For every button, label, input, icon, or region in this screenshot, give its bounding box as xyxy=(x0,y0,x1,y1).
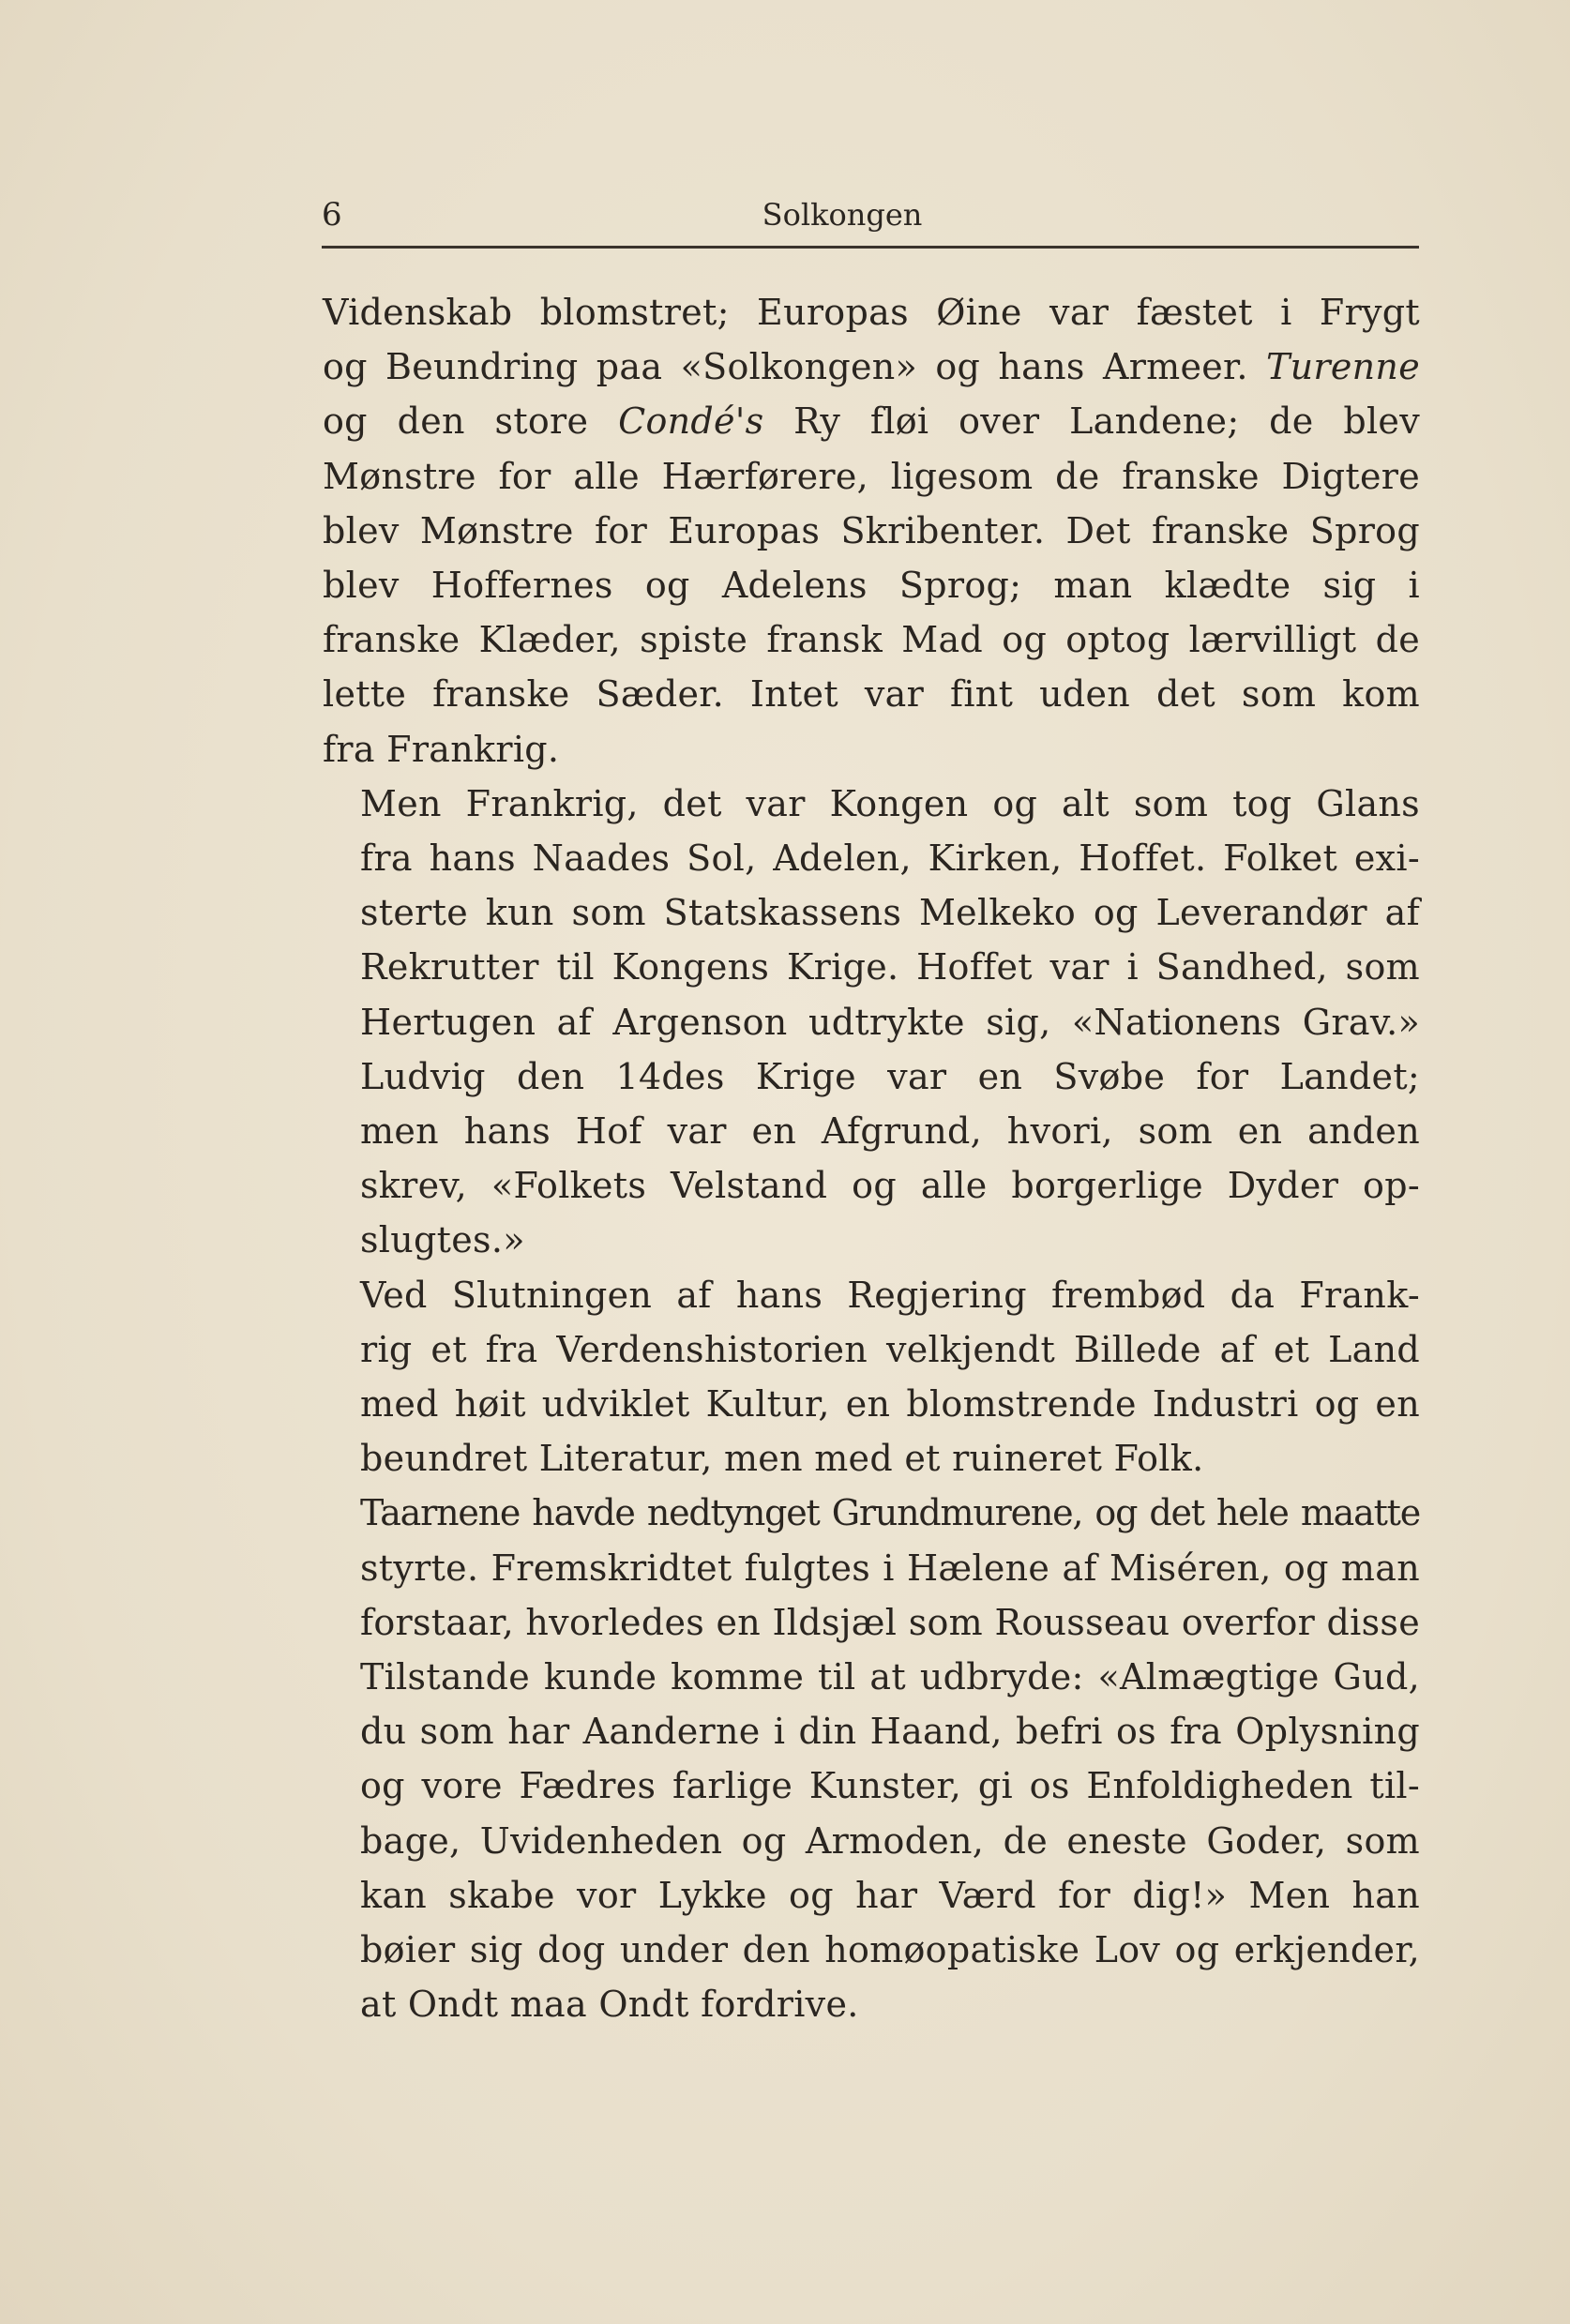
text-line: slugtes.» xyxy=(360,1219,525,1261)
page-header xyxy=(322,192,1419,245)
text-line: kan skabe vor Lykke og har Værd for dig!» Men han xyxy=(360,1874,1420,1916)
text-line: fra Frankrig. xyxy=(323,728,560,770)
text-line: Ved Slutningen af hans Regjering frembød da Frank- xyxy=(360,1274,1420,1316)
text-line: bage, Uvidenheden og Armoden, de eneste Goder, som xyxy=(360,1819,1420,1862)
text-line: med høit udviklet Kultur, en blomstrende Industri og en xyxy=(360,1383,1420,1426)
italic-name: Condé's xyxy=(618,400,764,443)
text-line: at Ondt maa Ondt fordrive. xyxy=(360,1984,859,2026)
text-line: og Beundring paa «Solkongen» og hans Armeer. Turenne xyxy=(323,346,1420,388)
paragraph-4 xyxy=(323,1486,1420,2031)
header-rule xyxy=(322,246,1419,249)
text-line: Men Frankrig, det var Kongen og alt som tog Glans xyxy=(360,782,1420,824)
text-line: blev Mønstre for Europas Skribenter. Det franske Sprog xyxy=(323,509,1420,551)
text-line: Hertugen af Argenson udtrykte sig, «Nationens Grav.» xyxy=(360,1001,1420,1043)
text-line: bøier sig dog under den homøopatiske Lov og erkjender, xyxy=(360,1929,1420,1971)
text-line: lette franske Sæder. Intet var fint uden det som kom xyxy=(323,673,1420,716)
text-line: Mønstre for alle Hærførere, ligesom de franske Digtere xyxy=(323,455,1420,497)
text-line: og vore Fædres farlige Kunster, gi os Enfoldigheden til- xyxy=(360,1765,1420,1807)
text-line: beundret Literatur, men med et ruineret Folk. xyxy=(360,1438,1204,1480)
paragraph-3 xyxy=(323,1268,1420,1486)
text-line: Ludvig den 14des Krige var en Svøbe for Landet; xyxy=(360,1055,1420,1097)
text-line: og den store Condé's Ry fløi over Landene; de blev xyxy=(323,400,1420,443)
text-line: Taarnene havde nedtynget Grundmurene, og det hele maatte xyxy=(360,1492,1420,1534)
text-line: Tilstande kunde komme til at udbryde: «Almægtige Gud, xyxy=(360,1656,1420,1698)
text-line: rig et fra Verdenshistorien velkjendt Billede af et Land xyxy=(360,1328,1420,1370)
text-line: men hans Hof var en Afgrund, hvori, som en anden xyxy=(360,1110,1420,1153)
text-line: fra hans Naades Sol, Adelen, Kirken, Hoffet. Folket exi- xyxy=(360,838,1420,880)
page-number: 6 xyxy=(322,196,342,234)
paragraph-1 xyxy=(323,285,1420,777)
text-line: sterte kun som Statskassens Melkeko og Leverandør af xyxy=(360,892,1420,934)
text-line: forstaar, hvorledes en Ildsjæl som Rousseau overfor disse xyxy=(360,1601,1420,1643)
body-text xyxy=(323,285,1420,2032)
text-line: skrev, «Folkets Velstand og alle borgerlige Dyder op- xyxy=(360,1165,1420,1207)
text-line: Videnskab blomstret; Europas Øine var fæstet i Frygt xyxy=(323,292,1420,333)
text-line: franske Klæder, spiste fransk Mad og optog lærvilligt de xyxy=(323,619,1420,661)
text-line: blev Hoffernes og Adelens Sprog; man klædte sig i xyxy=(323,565,1420,607)
text-line: Rekrutter til Kongens Krige. Hoffet var i Sandhed, som xyxy=(360,946,1420,988)
text-line: du som har Aanderne i din Haand, befri os fra Oplysning xyxy=(360,1711,1420,1753)
running-title: Solkongen xyxy=(762,197,923,233)
text-line: styrte. Fremskridtet fulgtes i Hælene af Miséren, og man xyxy=(360,1547,1420,1589)
paragraph-2 xyxy=(323,777,1420,1268)
italic-name: Turenne xyxy=(1265,346,1420,388)
